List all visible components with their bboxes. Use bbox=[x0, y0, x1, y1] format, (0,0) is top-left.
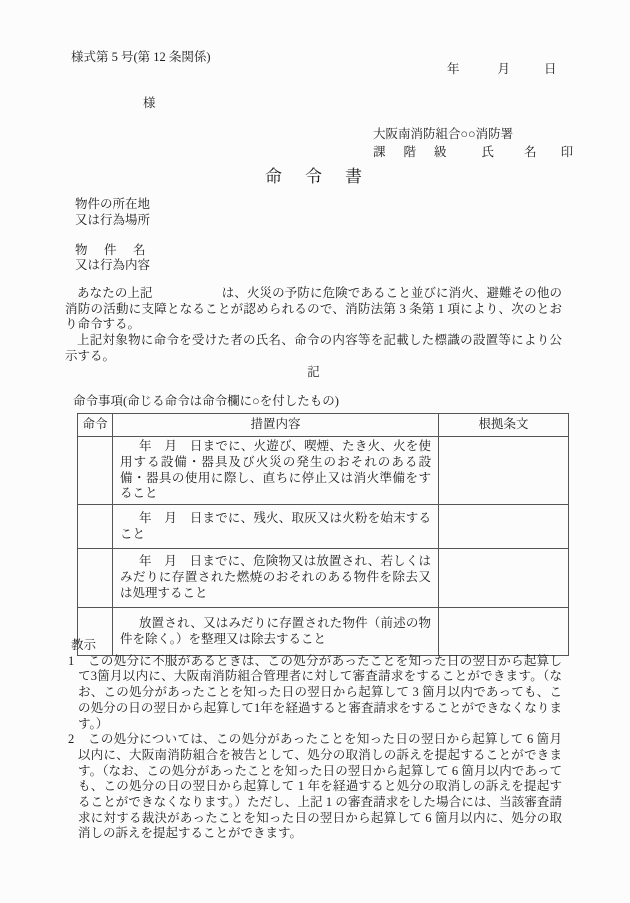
property-name-label-line2: 又は行為内容 bbox=[75, 258, 151, 272]
table-row bbox=[78, 437, 569, 505]
property-location-label-line1: 物件の所在地 bbox=[75, 197, 151, 211]
document-title: 命 令 書 bbox=[265, 167, 365, 186]
intro-paragraph-prefix: あなたの上記 bbox=[77, 286, 153, 300]
instruction-item bbox=[68, 654, 562, 733]
instruction-number: 2 bbox=[68, 732, 75, 747]
order-table bbox=[77, 413, 569, 656]
publication-paragraph: 上記対象物に命令を受けた者の氏名、命令の内容等を記載した標識の設置等により公示する。 bbox=[65, 333, 562, 363]
intro-paragraph bbox=[65, 286, 562, 333]
property-name-label-line1: 物 件 名 bbox=[75, 243, 148, 257]
measure-cell: 年 月 日までに、危険物又は放置され、若しくはみだりに存置された燃焼のおそれのある物件を除去又は処理すること bbox=[113, 549, 439, 608]
signature-field-name: 名 bbox=[524, 145, 537, 159]
table-row bbox=[78, 549, 569, 608]
year-label: 年 bbox=[447, 62, 460, 76]
table-row bbox=[78, 505, 569, 549]
order-items-caption: 命令事項(命じる命令は命令欄に○を付したもの) bbox=[73, 394, 339, 409]
form-number: 様式第 5 号(第 12 条関係) bbox=[71, 50, 211, 64]
order-cell bbox=[78, 505, 113, 549]
fill-in-blank bbox=[153, 296, 222, 297]
header-order: 命令 bbox=[78, 414, 113, 437]
month-label: 月 bbox=[497, 62, 511, 76]
sender-signature-line bbox=[373, 145, 573, 161]
addressee-honorific: 様 bbox=[143, 96, 156, 110]
measure-cell: 年 月 日までに、火遊び、喫煙、たき火、火を使用する設備・器具及び火災の発生のおそれのある設備・器具の使用に際し、直ちに停止又は消火準備をすること bbox=[113, 437, 439, 505]
instruction-text: この処分については、この処分があったことを知った日の翌日から起算して 6 箇月以内に、大阪南消防組合を被告として、処分の取消しの訴えを提起することができます。（なお、この処分があったことを知った日の翌日から起算して 6 箇月以内であっても、この処分の日の翌日から起算して 1 年を経過すると処分の取消しの訴えを提起することができなくなります。）ただし、上記 1 の審査請求をした場合には、当該審査請求に対する裁決があったことを知った日の翌日から起算して 6 箇月以内に、処分の取消しの訴えを提起することができます。 bbox=[78, 732, 562, 841]
legal-basis-cell bbox=[439, 437, 569, 505]
signature-field-seal: 印 bbox=[560, 145, 574, 159]
order-cell bbox=[78, 549, 113, 608]
date-line bbox=[447, 62, 557, 78]
order-cell bbox=[78, 437, 113, 505]
legal-instructions-section bbox=[68, 638, 562, 842]
instruction-text: この処分に不服があるときは、この処分があったことを知った日の翌日から起算して3箇月以内に、大阪南消防組合管理者に対して審査請求をすることができます。（なお、この処分があったことを知った日の翌日から起算して 3 箇月以内であっても、この処分の日の翌日から起算して1年を経過すると審査請求をすることができなくなります。） bbox=[78, 653, 562, 731]
body-section bbox=[65, 286, 562, 410]
signature-field-section: 課 bbox=[373, 145, 386, 159]
signature-field-rank: 階 bbox=[403, 145, 417, 159]
instructions-heading: 教示 bbox=[71, 638, 97, 652]
measure-cell: 放置され、又はみだりに存置された物件（前述の物件を除く。）を整理又は除去すること bbox=[113, 608, 439, 656]
intro-paragraph-suffix: は、火災の予防に危険であること並びに消火、避難その他の消防の活動に支障となることが認められるので、消防法第 3 条第 1 項により、次のとおり命令する。 bbox=[65, 286, 562, 332]
property-location-label-line2: 又は行為場所 bbox=[75, 213, 151, 227]
sender-organization: 大阪南消防組合○○消防署 bbox=[373, 127, 514, 141]
order-table-wrap bbox=[77, 413, 569, 656]
measure-cell: 年 月 日までに、残火、取灰又は火粉を始末すること bbox=[113, 505, 439, 549]
signature-field-surname: 氏 bbox=[481, 145, 495, 159]
instruction-item bbox=[68, 732, 562, 842]
day-label: 日 bbox=[544, 62, 557, 76]
legal-basis-cell bbox=[439, 505, 569, 549]
signature-field-grade: 級 bbox=[434, 145, 447, 159]
header-legal-basis: 根拠条文 bbox=[439, 414, 569, 437]
instruction-number: 1 bbox=[68, 653, 75, 668]
record-marker: 記 bbox=[307, 364, 320, 379]
legal-basis-cell bbox=[439, 549, 569, 608]
order-table-header-row bbox=[78, 414, 569, 437]
header-measure: 措置内容 bbox=[113, 414, 439, 437]
